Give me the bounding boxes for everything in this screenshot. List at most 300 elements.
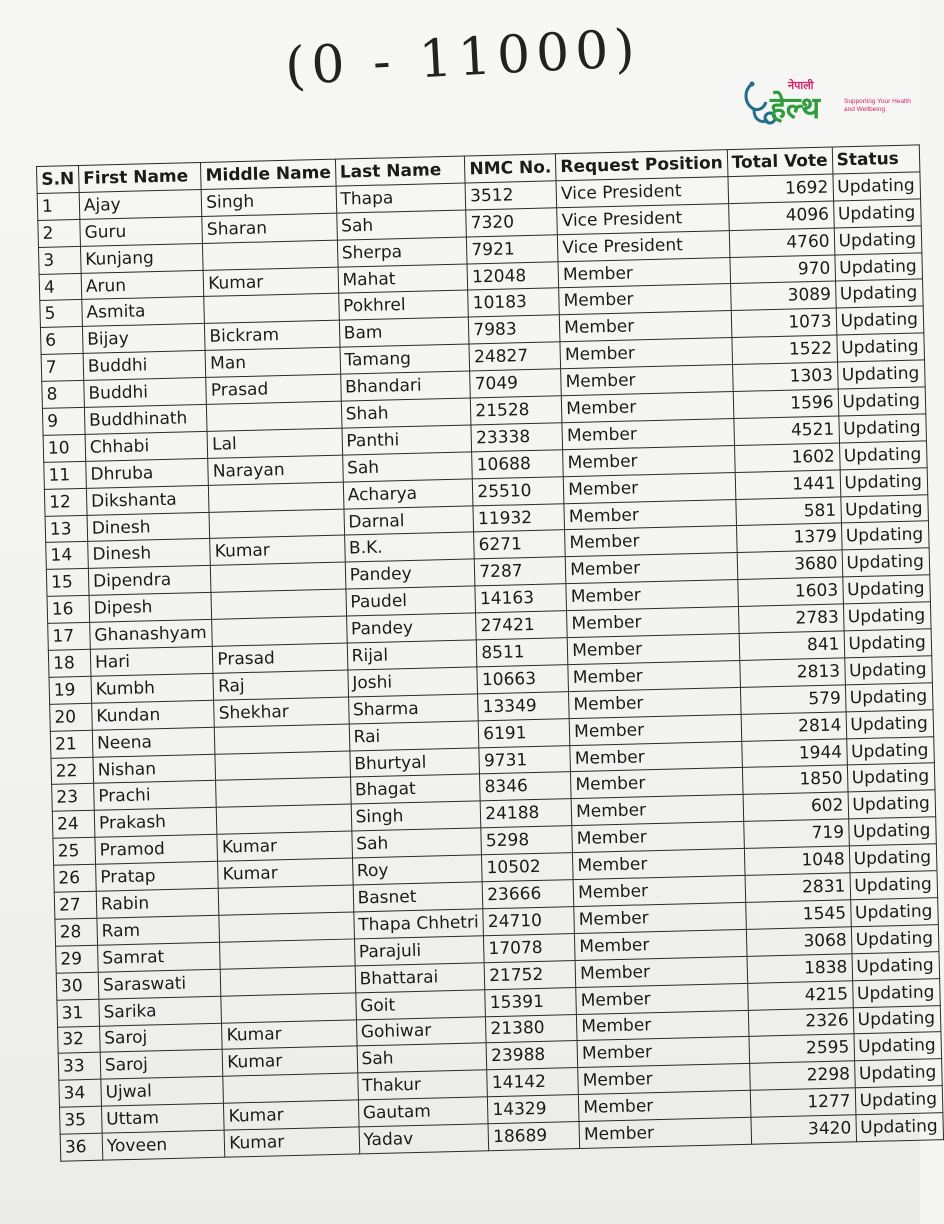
cell-sn: 12: [44, 488, 87, 516]
cell-sn: 33: [58, 1053, 101, 1081]
cell-middle-name: Kumar: [224, 1100, 359, 1130]
logo-brand-small: नेपाली: [788, 79, 814, 92]
cell-status: Updating: [851, 925, 939, 954]
cell-nmc-no: 11932: [473, 503, 565, 532]
cell-request-position: Member: [563, 445, 735, 476]
cell-nmc-no: 14163: [475, 584, 567, 613]
cell-request-position: Member: [577, 1037, 749, 1068]
cell-middle-name: [219, 912, 354, 942]
cell-last-name: Sherpa: [337, 237, 467, 267]
cell-last-name: Roy: [352, 855, 482, 885]
cell-total-vote: 3680: [737, 550, 843, 579]
cell-total-vote: 719: [743, 819, 849, 848]
cell-middle-name: Kumar: [217, 831, 352, 861]
cell-first-name: Nishan: [93, 754, 216, 784]
cell-status: Updating: [848, 817, 936, 846]
cell-last-name: Parajuli: [354, 936, 484, 966]
cell-request-position: Member: [560, 338, 732, 369]
cell-total-vote: 1692: [728, 174, 834, 203]
cell-request-position: Member: [565, 526, 737, 557]
cell-nmc-no: 7049: [470, 369, 562, 398]
cell-middle-name: [215, 724, 350, 754]
cell-status: Updating: [845, 683, 933, 712]
cell-total-vote: 3089: [730, 281, 836, 310]
cell-first-name: Saroj: [99, 1023, 222, 1053]
cell-total-vote: 1596: [733, 389, 839, 418]
cell-total-vote: 1048: [744, 846, 850, 875]
cell-middle-name: [217, 804, 352, 834]
cell-last-name: Thapa Chhetri: [353, 909, 483, 939]
cell-request-position: Member: [576, 983, 748, 1014]
cell-total-vote: 2783: [738, 604, 844, 633]
cell-first-name: Yoveen: [102, 1130, 225, 1160]
cell-total-vote: 3068: [746, 927, 852, 956]
cell-nmc-no: 17078: [484, 933, 576, 962]
cell-middle-name: Singh: [201, 186, 336, 216]
cell-first-name: Buddhi: [84, 378, 207, 408]
cell-sn: 17: [48, 622, 91, 650]
cell-nmc-no: 15391: [485, 987, 577, 1016]
cell-total-vote: 1303: [732, 362, 838, 391]
cell-total-vote: 2298: [749, 1061, 855, 1090]
cell-first-name: Saraswati: [98, 969, 221, 999]
cell-nmc-no: 6191: [478, 718, 570, 747]
cell-last-name: Sah: [342, 452, 472, 482]
column-header-last-name: Last Name: [335, 156, 465, 186]
cell-nmc-no: 23338: [471, 423, 563, 452]
cell-nmc-no: 10183: [468, 288, 560, 317]
cell-sn: 22: [51, 757, 94, 785]
cell-status: Updating: [836, 306, 924, 335]
cell-sn: 29: [56, 945, 99, 973]
cell-total-vote: 1545: [745, 900, 851, 929]
cell-last-name: Rai: [349, 721, 479, 751]
cell-nmc-no: 10688: [472, 450, 564, 479]
cell-status: Updating: [852, 978, 940, 1007]
cell-sn: 2: [38, 219, 81, 247]
cell-first-name: Ram: [97, 915, 220, 945]
cell-sn: 32: [58, 1026, 101, 1054]
cell-middle-name: Narayan: [208, 455, 343, 485]
cell-status: Updating: [855, 1113, 943, 1142]
cell-middle-name: Raj: [213, 670, 348, 700]
cell-status: Updating: [840, 468, 928, 497]
cell-middle-name: Lal: [207, 428, 342, 458]
column-header-status: Status: [832, 145, 920, 174]
cell-first-name: Chhabi: [85, 431, 208, 461]
cell-sn: 30: [56, 972, 99, 1000]
cell-request-position: Member: [561, 365, 733, 396]
cell-sn: 11: [44, 461, 87, 489]
cell-first-name: Dipesh: [89, 593, 212, 623]
cell-nmc-no: 8346: [480, 772, 572, 801]
cell-nmc-no: 14329: [488, 1095, 580, 1124]
cell-nmc-no: 10663: [477, 665, 569, 694]
cell-sn: 1: [37, 192, 80, 220]
cell-sn: 8: [42, 381, 85, 409]
cell-sn: 35: [60, 1106, 103, 1134]
logo-tagline: Supporting Your Health and Wellbeing: [844, 98, 911, 113]
cell-request-position: Member: [573, 849, 745, 880]
cell-middle-name: Sharan: [202, 213, 337, 243]
cell-status: Updating: [844, 629, 932, 658]
cell-middle-name: [220, 966, 355, 996]
cell-nmc-no: 23988: [486, 1041, 578, 1070]
cell-status: Updating: [842, 575, 930, 604]
cell-request-position: Member: [565, 553, 737, 584]
cell-status: Updating: [847, 763, 935, 792]
cell-last-name: Sharma: [348, 694, 478, 724]
cell-middle-name: Shekhar: [214, 697, 349, 727]
cell-middle-name: [223, 1073, 358, 1103]
cell-request-position: Vice President: [558, 230, 730, 261]
cell-last-name: Tamang: [340, 344, 470, 374]
cell-request-position: Member: [575, 956, 747, 987]
cell-first-name: Ajay: [79, 189, 202, 219]
cell-nmc-no: 24827: [469, 342, 561, 371]
cell-last-name: Basnet: [353, 882, 483, 912]
cell-last-name: Mahat: [338, 264, 468, 294]
cell-total-vote: 4096: [728, 201, 834, 230]
cell-middle-name: Kumar: [222, 1046, 357, 1076]
cell-first-name: Samrat: [97, 942, 220, 972]
cell-request-position: Member: [569, 714, 741, 745]
cell-last-name: Gohiwar: [356, 1016, 486, 1046]
cell-request-position: Member: [561, 392, 733, 423]
cell-sn: 16: [47, 596, 90, 624]
cell-status: Updating: [854, 1059, 942, 1088]
cell-request-position: Member: [575, 929, 747, 960]
cell-request-position: Member: [570, 741, 742, 772]
cell-total-vote: 970: [730, 255, 836, 284]
cell-nmc-no: 5298: [481, 826, 573, 855]
column-header-nmc-no: NMC No.: [465, 154, 557, 183]
cell-sn: 5: [40, 300, 83, 328]
cell-status: Updating: [842, 548, 930, 577]
cell-last-name: Pandey: [346, 613, 476, 643]
cell-total-vote: 3420: [751, 1115, 857, 1144]
column-header-first-name: First Name: [78, 162, 201, 192]
cell-nmc-no: 24710: [483, 907, 575, 936]
cell-middle-name: Prasad: [206, 374, 341, 404]
cell-last-name: Gautam: [358, 1097, 488, 1127]
cell-last-name: Darnal: [344, 505, 474, 535]
table-body: [37, 172, 943, 1161]
cell-total-vote: 1277: [750, 1088, 856, 1117]
cell-total-vote: 4760: [729, 228, 835, 257]
cell-total-vote: 1602: [734, 443, 840, 472]
cell-first-name: Dikshanta: [86, 485, 209, 515]
cell-first-name: Rabin: [96, 888, 219, 918]
cell-total-vote: 2595: [749, 1034, 855, 1063]
cell-last-name: Panthi: [342, 425, 472, 455]
cell-first-name: Dhruba: [86, 458, 209, 488]
cell-request-position: Member: [574, 902, 746, 933]
cell-sn: 31: [57, 999, 100, 1027]
cell-status: Updating: [835, 279, 923, 308]
cell-nmc-no: 7320: [466, 208, 558, 237]
cell-sn: 9: [42, 407, 85, 435]
cell-total-vote: 4521: [733, 416, 839, 445]
cell-middle-name: [211, 562, 346, 592]
cell-middle-name: Kumar: [203, 267, 338, 297]
cell-middle-name: Man: [205, 347, 340, 377]
cell-middle-name: Kumar: [224, 1127, 359, 1157]
cell-last-name: Sah: [357, 1043, 487, 1073]
cell-first-name: Dinesh: [87, 512, 210, 542]
cell-total-vote: 1073: [731, 308, 837, 337]
cell-sn: 15: [46, 569, 89, 597]
cell-sn: 6: [40, 327, 83, 355]
cell-total-vote: 2814: [741, 712, 847, 741]
cell-status: Updating: [852, 951, 940, 980]
cell-nmc-no: 18689: [488, 1122, 580, 1151]
cell-total-vote: 2813: [739, 658, 845, 687]
cell-nmc-no: 21528: [471, 396, 563, 425]
cell-request-position: Vice President: [556, 176, 728, 207]
cell-middle-name: [211, 589, 346, 619]
cell-status: Updating: [846, 709, 934, 738]
cell-last-name: Bam: [339, 317, 469, 347]
cell-last-name: Goit: [355, 989, 485, 1019]
cell-last-name: Thapa: [336, 183, 466, 213]
cell-last-name: Joshi: [348, 667, 478, 697]
cell-last-name: Shah: [341, 398, 471, 428]
cell-request-position: Member: [567, 634, 739, 665]
cell-request-position: Member: [577, 1010, 749, 1041]
cell-last-name: Bhurtyal: [349, 747, 479, 777]
cell-middle-name: Kumar: [222, 1019, 357, 1049]
cell-first-name: Prachi: [94, 781, 217, 811]
cell-sn: 14: [46, 542, 89, 570]
cell-last-name: Bhagat: [350, 774, 480, 804]
cell-request-position: Member: [571, 768, 743, 799]
cell-request-position: Member: [579, 1117, 751, 1148]
cell-first-name: Ujwal: [101, 1076, 224, 1106]
cell-status: Updating: [853, 1005, 941, 1034]
column-header-sn: S.N: [37, 165, 80, 193]
cell-first-name: Buddhi: [83, 351, 206, 381]
logo-brand-big: हेल्थ: [770, 91, 821, 126]
cell-nmc-no: 12048: [467, 261, 559, 290]
cell-request-position: Member: [563, 472, 735, 503]
cell-total-vote: 1944: [741, 738, 847, 767]
cell-total-vote: 581: [735, 497, 841, 526]
cell-sn: 13: [45, 515, 88, 543]
cell-sn: 25: [53, 838, 96, 866]
cell-nmc-no: 10502: [482, 853, 574, 882]
cell-last-name: Rijal: [347, 640, 477, 670]
cell-first-name: Arun: [81, 270, 204, 300]
cell-request-position: Member: [558, 257, 730, 288]
cell-middle-name: [209, 482, 344, 512]
cell-first-name: Hari: [90, 646, 213, 676]
cell-status: Updating: [832, 172, 920, 201]
cell-first-name: Saroj: [100, 1050, 223, 1080]
cell-request-position: Member: [559, 311, 731, 342]
cell-first-name: Buddhinath: [84, 404, 207, 434]
cell-nmc-no: 23666: [482, 880, 574, 909]
cell-first-name: Uttam: [101, 1103, 224, 1133]
cell-first-name: Pramod: [95, 835, 218, 865]
cell-total-vote: 1603: [737, 577, 843, 606]
cell-sn: 21: [50, 730, 93, 758]
cell-last-name: Sah: [351, 828, 481, 858]
cell-last-name: B.K.: [344, 532, 474, 562]
cell-status: Updating: [833, 199, 921, 228]
cell-total-vote: 841: [739, 631, 845, 660]
cell-middle-name: [220, 939, 355, 969]
cell-sn: 34: [59, 1079, 102, 1107]
cell-last-name: Thakur: [357, 1070, 487, 1100]
cell-sn: 3: [38, 246, 81, 274]
cell-status: Updating: [836, 333, 924, 362]
cell-status: Updating: [853, 1032, 941, 1061]
cell-total-vote: 1850: [742, 765, 848, 794]
cell-total-vote: 602: [743, 792, 849, 821]
cell-sn: 24: [52, 811, 95, 839]
cell-status: Updating: [841, 521, 929, 550]
cell-last-name: Paudel: [346, 586, 476, 616]
cell-total-vote: 2831: [745, 873, 851, 902]
cell-sn: 28: [55, 918, 98, 946]
nepali-health-logo: [740, 76, 911, 132]
cell-middle-name: [203, 240, 338, 270]
cell-status: Updating: [834, 252, 922, 281]
cell-request-position: Member: [571, 795, 743, 826]
cell-nmc-no: 27421: [476, 611, 568, 640]
cell-nmc-no: 25510: [473, 476, 565, 505]
cell-total-vote: 1522: [731, 335, 837, 364]
cell-request-position: Member: [573, 875, 745, 906]
cell-nmc-no: 3512: [465, 181, 557, 210]
cell-sn: 20: [50, 703, 93, 731]
cell-first-name: Dipendra: [88, 566, 211, 596]
cell-middle-name: [218, 885, 353, 915]
cell-request-position: Member: [564, 499, 736, 530]
cell-status: Updating: [850, 871, 938, 900]
cell-nmc-no: 21752: [484, 960, 576, 989]
cell-request-position: Member: [559, 284, 731, 315]
cell-status: Updating: [838, 387, 926, 416]
cell-sn: 4: [39, 273, 82, 301]
cell-middle-name: Bickram: [205, 320, 340, 350]
cell-last-name: Acharya: [343, 479, 473, 509]
cell-first-name: Prakash: [94, 808, 217, 838]
cell-total-vote: 1441: [735, 470, 841, 499]
cell-status: Updating: [844, 656, 932, 685]
cell-sn: 36: [60, 1133, 103, 1161]
cell-request-position: Member: [566, 580, 738, 611]
cell-last-name: Yadav: [359, 1124, 489, 1154]
cell-total-vote: 2326: [748, 1007, 854, 1036]
cell-last-name: Pandey: [345, 559, 475, 589]
cell-last-name: Bhattarai: [355, 963, 485, 993]
cell-sn: 18: [48, 649, 91, 677]
cell-status: Updating: [850, 898, 938, 927]
cell-nmc-no: 7287: [475, 557, 567, 586]
cell-middle-name: [221, 993, 356, 1023]
cell-sn: 26: [54, 864, 97, 892]
cell-status: Updating: [839, 441, 927, 470]
cell-middle-name: [207, 401, 342, 431]
cell-status: Updating: [834, 226, 922, 255]
cell-status: Updating: [846, 736, 934, 765]
cell-status: Updating: [855, 1086, 943, 1115]
cell-sn: 23: [52, 784, 95, 812]
cell-middle-name: [212, 616, 347, 646]
cell-total-vote: 4215: [747, 980, 853, 1009]
cell-status: Updating: [843, 602, 931, 631]
cell-nmc-no: 8511: [476, 638, 568, 667]
cell-middle-name: [215, 751, 350, 781]
cell-last-name: Bhandari: [340, 371, 470, 401]
cell-middle-name: Kumar: [218, 858, 353, 888]
handwritten-range-note: (0 - 11000): [283, 18, 643, 98]
cell-last-name: Sah: [336, 210, 466, 240]
cell-first-name: Kumbh: [91, 673, 214, 703]
cell-first-name: Guru: [80, 216, 203, 246]
cell-middle-name: Prasad: [213, 643, 348, 673]
cell-last-name: Singh: [351, 801, 481, 831]
cell-first-name: Asmita: [82, 297, 205, 327]
cell-last-name: Pokhrel: [338, 290, 468, 320]
cell-request-position: Member: [569, 687, 741, 718]
cell-total-vote: 1379: [736, 523, 842, 552]
cell-nmc-no: 9731: [479, 745, 571, 774]
cell-sn: 19: [49, 676, 92, 704]
cell-nmc-no: 13349: [478, 691, 570, 720]
cell-nmc-no: 24188: [480, 799, 572, 828]
cell-request-position: Member: [578, 1064, 750, 1095]
cell-nmc-no: 6271: [474, 530, 566, 559]
cell-nmc-no: 14142: [487, 1068, 579, 1097]
column-header-request-position: Request Position: [556, 150, 728, 181]
cell-first-name: Dinesh: [88, 539, 211, 569]
cell-first-name: Kunjang: [80, 243, 203, 273]
cell-sn: 10: [43, 434, 86, 462]
cell-total-vote: 1838: [747, 954, 853, 983]
cell-request-position: Member: [572, 822, 744, 853]
cell-status: Updating: [837, 360, 925, 389]
cell-status: Updating: [849, 844, 937, 873]
cell-nmc-no: 7921: [467, 234, 559, 263]
cell-request-position: Vice President: [557, 203, 729, 234]
cell-first-name: Pratap: [96, 861, 219, 891]
candidate-vote-table: [36, 144, 944, 1161]
cell-request-position: Member: [567, 607, 739, 638]
cell-sn: 7: [41, 354, 84, 382]
column-header-middle-name: Middle Name: [201, 159, 336, 189]
cell-first-name: Sarika: [99, 996, 222, 1026]
cell-sn: 27: [54, 891, 97, 919]
cell-first-name: Ghanashyam: [90, 619, 213, 649]
cell-status: Updating: [840, 494, 928, 523]
cell-request-position: Member: [562, 418, 734, 449]
cell-middle-name: [216, 777, 351, 807]
cell-request-position: Member: [579, 1091, 751, 1122]
column-header-total-vote: Total Vote: [727, 147, 833, 176]
cell-request-position: Member: [568, 660, 740, 691]
cell-status: Updating: [838, 414, 926, 443]
cell-first-name: Bijay: [82, 324, 205, 354]
cell-middle-name: [204, 294, 339, 324]
cell-status: Updating: [848, 790, 936, 819]
cell-first-name: Neena: [92, 727, 215, 757]
cell-middle-name: Kumar: [210, 536, 345, 566]
cell-first-name: Kundan: [92, 700, 215, 730]
cell-nmc-no: 7983: [469, 315, 561, 344]
